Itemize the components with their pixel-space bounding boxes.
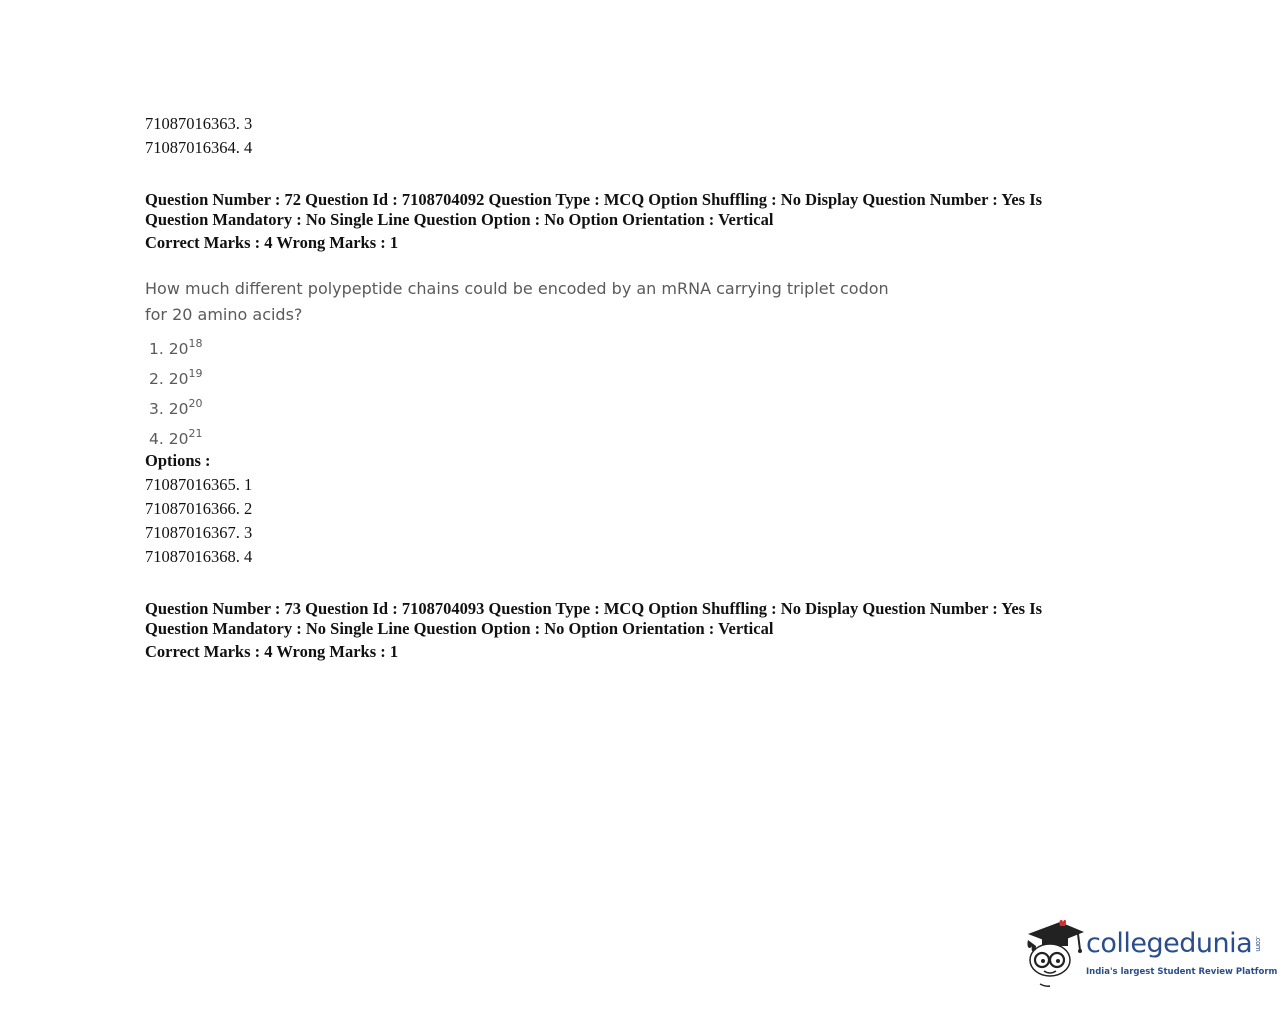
question-marks: Correct Marks : 4 Wrong Marks : 1: [145, 233, 399, 252]
question-meta-line: Question Number : 73 Question Id : 7108704093 Question Type : MCQ Option Shuffling : No Display Question Number : Yes Is: [145, 598, 1043, 618]
question-meta-line: Question Mandatory : No Single Line Question Option : No Option Orientation : Vertical: [145, 210, 774, 229]
document-page: [145, 112, 1145, 665]
question-text-line: How much different polypeptide chains could be encoded by an mRNA carrying triplet codon: [145, 279, 889, 298]
choice-item: 2. $20^{19}$: [149, 367, 203, 389]
choice-item: 1. $20^{18}$: [149, 337, 203, 359]
option-id-line: 71087016368. 4: [145, 546, 253, 566]
logo-wordmark: collegedunia .com: [1086, 928, 1263, 959]
prev-question-options: [145, 112, 1145, 160]
option-id-line: 71087016367. 3: [145, 522, 253, 542]
logo-tagline: India's largest Student Review Platform: [1086, 967, 1278, 977]
question-72-choices: [145, 332, 1145, 453]
question-72-option-ids: [145, 473, 1145, 569]
collegedunia-logo: [1022, 916, 1278, 990]
option-id-line: 71087016364. 4: [145, 138, 253, 157]
question-meta-line: Question Mandatory : No Single Line Question Option : No Option Orientation : Vertical: [145, 618, 774, 638]
option-id-line: 71087016363. 3: [145, 114, 253, 133]
mascot-graduate-icon: [1022, 916, 1086, 990]
question-72-text: [145, 276, 1145, 328]
options-label: Options :: [145, 450, 211, 470]
option-id-line: 71087016365. 1: [145, 474, 253, 494]
question-72-meta: [145, 190, 1145, 256]
question-73-meta: [145, 599, 1145, 665]
question-meta-line: Question Number : 72 Question Id : 7108704092 Question Type : MCQ Option Shuffling : No Display Question Number : Yes Is: [145, 190, 1043, 209]
choice-item: 3. $20^{20}$: [149, 397, 203, 419]
option-id-line: 71087016366. 2: [145, 498, 253, 518]
choice-item: 4. $20^{21}$: [149, 427, 203, 449]
question-marks: Correct Marks : 4 Wrong Marks : 1: [145, 641, 399, 661]
question-text-line: for 20 amino acids?: [145, 305, 303, 324]
